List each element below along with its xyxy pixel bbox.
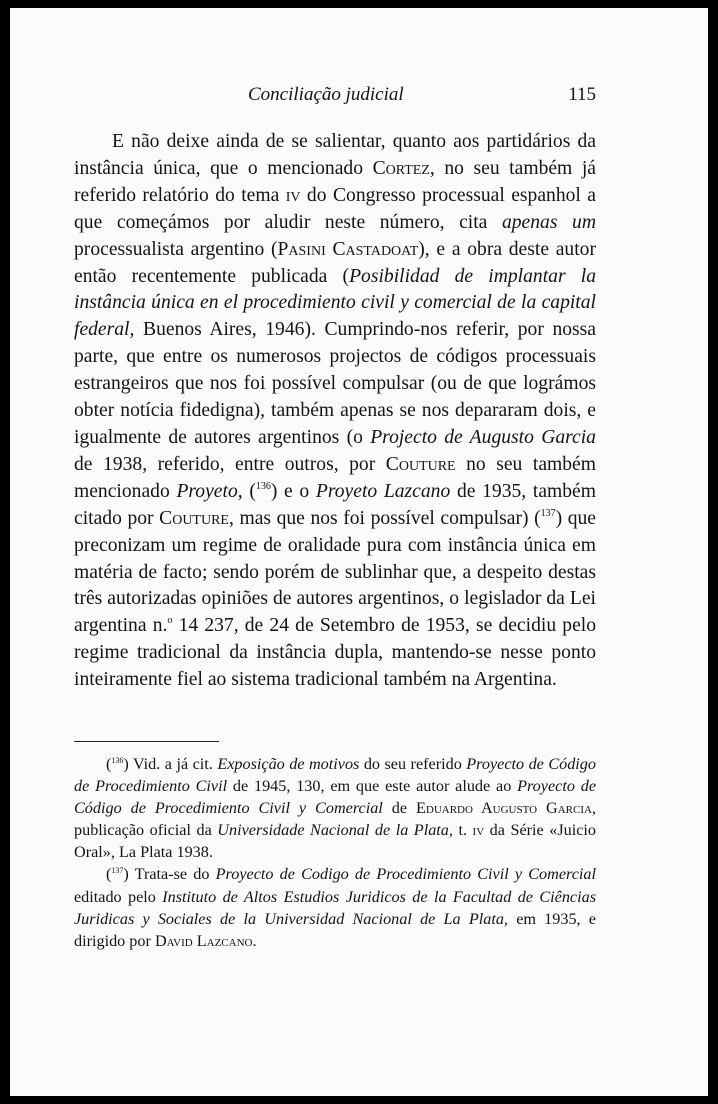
author-name: Couture: [159, 507, 229, 529]
main-text: [74, 129, 596, 694]
running-title: Conciliação judicial: [248, 84, 404, 105]
page-number: 115: [568, 84, 596, 105]
footnote-divider: [74, 741, 219, 742]
author-name: Couture: [385, 453, 456, 475]
footnote-ref-137: 137: [540, 507, 556, 519]
cited-work: Projecto de Augusto Garcia: [370, 426, 596, 448]
author-name: Cortez: [372, 157, 430, 179]
footnote-ref-136: 136: [255, 480, 271, 492]
footnotes: [74, 753, 596, 952]
body-paragraph: E não deixe ainda de se salientar, quanto aos partidários da instância única, que o mencionado Cortez, no seu também já referido relatório do tema iv do Congresso processual espanhol a que começámos por aludir neste número, cita apenas um processualista argentino (Pasini Castadoat), e a obra deste autor então recentemente publicada (Posibilidad de implantar la instância única en el procedimiento civil y comercial de la capital federal, Buenos Aires, 1946). Cumprindo-nos referir, por nossa parte, que entre os numerosos projectos de códigos processuais estrangeiros que nos foi possível compulsar (ou de que lográmos obter notícia fidedigna), também apenas se nos depararam dois, e igualmente de autores argentinos (o Projecto de Augusto Garcia de 1938, referido, entre outros, por Couture no seu também mencionado Proyeto, ($^{136}$) e o Proyeto Lazcano de 1935, também citado por Couture, mas que nos foi possível compulsar) ($^{137}$) que preconizam um regime de oralidade pura com instância única em matéria de facto; sendo porém de sublinhar que, a despeito destas três autorizadas opiniões de autores argentinos, o legislador da Lei argentina n.$^o$ 14 237, de 24 de Setembro de 1953, se decidiu pelo regime tradicional da instância dupla, mantendo-se nesse ponto inteiramente fiel ao sistema tradicional também na Argentina.: [74, 131, 597, 691]
footnote-137: ($^{137}$) Trata-se do Proyecto de Codigo de Procedimiento Civil y Comercial editado pelo Instituto de Altos Estudios Juridicos de la Facultad de Ciências Juridicas y Sociales de la Universidad Nacional de La Plata, em 1935, e dirigido por David Lazcano.: [74, 865, 596, 950]
footnote-136: ($^{136}$) Vid. a já cit. Exposição de motivos do seu referido Proyecto de Código de Procedimiento Civil de 1945, 130, em que este autor alude ao Proyecto de Código de Procedimiento Civil y Comercial de Eduardo Augusto Garcia, publicação oficial da Universidade Nacional de la Plata, t. iv da Série «Juicio Oral», La Plata 1938.: [74, 755, 597, 862]
author-name: Pasini Castadoat: [277, 238, 419, 260]
cited-work: Posibilidad de implantar la instância única en el procedimiento civil y comercial de la capital federal,: [74, 265, 597, 341]
cited-work: Proyeto Lazcano: [315, 480, 451, 502]
book-page: [10, 8, 708, 1096]
page-header: [74, 84, 596, 114]
cited-work: Proyeto,: [176, 480, 243, 502]
